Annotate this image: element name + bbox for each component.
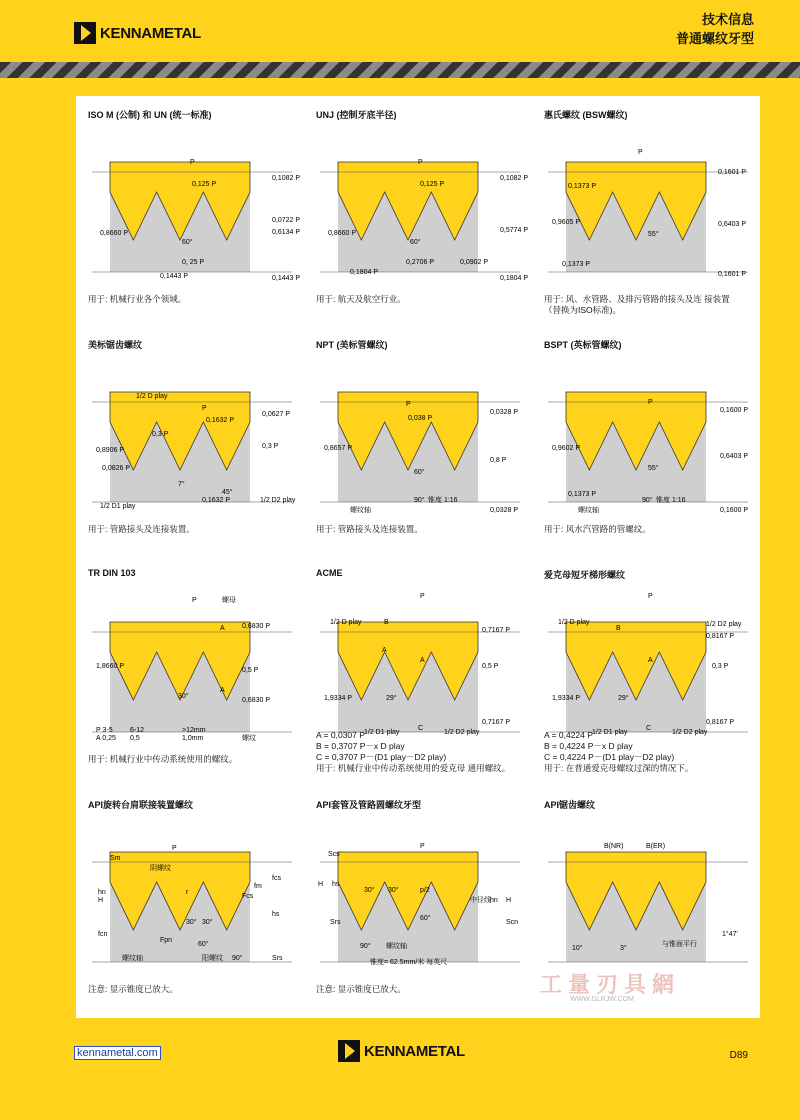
dimension-label: Scn	[506, 919, 519, 926]
dimension-label: 1/2 D play	[330, 619, 362, 626]
dimension-label: 30°	[178, 693, 189, 700]
dimension-label: H	[98, 897, 104, 904]
dimension-label: 0,0627 P	[262, 411, 291, 418]
dimension-label: 0,8167 P	[706, 719, 735, 726]
panel-title: ACME	[316, 568, 343, 578]
dimension-label: P	[648, 593, 653, 600]
dimension-label: 0,5 P	[242, 667, 259, 674]
panel-usage-note: A = 0,4224 P B = 0,4224 P－x D play C = 0,4224 P－(D1 play－D2 play) 用于: 在普通爱克母螺纹过深的情况下。	[544, 730, 694, 773]
dimension-label: 0,8167 P	[706, 633, 735, 640]
dimension-label: 10°	[572, 945, 583, 952]
dimension-label: 30°	[202, 919, 213, 926]
dimension-label: 0,3 P	[712, 663, 729, 670]
dimension-label: 0,2706 P	[406, 259, 435, 266]
dimension-label: hn	[490, 897, 498, 904]
thread-profile-diagram	[310, 582, 528, 750]
dimension-label: 1/2 D2 play	[444, 729, 480, 736]
header-title: 技术信息	[701, 12, 754, 27]
internal-thread-profile	[566, 622, 706, 700]
dimension-label: P	[192, 597, 197, 604]
thread-profile-panel	[538, 332, 756, 556]
dimension-label: 锥度= 62.5mm/米 每英尺	[370, 959, 448, 966]
dimension-label: 0,1632 P	[206, 417, 235, 424]
dimension-label: 30°	[186, 919, 197, 926]
dimension-label: 45°	[222, 489, 233, 496]
thread-profile-diagram	[82, 812, 300, 980]
dimension-label: Srs	[330, 919, 341, 926]
dimension-label: 29°	[386, 695, 397, 702]
thread-profile-panel	[538, 562, 756, 786]
dimension-label: 0,125 P	[420, 181, 445, 188]
dimension-label: 0,1373 P	[562, 261, 591, 268]
thread-profile-diagram	[310, 812, 528, 980]
internal-thread-profile	[338, 162, 478, 240]
internal-thread-profile	[110, 852, 250, 930]
dimension-label: 1,8660 P	[96, 663, 125, 670]
dimension-label: 0,8906 P	[96, 447, 125, 454]
dimension-label: Fcs	[242, 893, 254, 900]
dimension-label: 螺纹轴	[122, 955, 143, 962]
dimension-label: 1/2 D2 play	[260, 497, 296, 504]
dimension-label: P	[172, 845, 177, 852]
panel-title: TR DIN 103	[88, 568, 136, 578]
dimension-label: 60°	[420, 915, 431, 922]
thread-profile-panel	[310, 792, 528, 1016]
dimension-label: 0,1373 P	[568, 183, 597, 190]
dimension-label: C	[418, 725, 424, 732]
dimension-label: hs	[272, 911, 280, 918]
dimension-label: 90°	[232, 955, 243, 962]
thread-profile-diagram	[310, 122, 528, 290]
dimension-label: hs	[332, 881, 340, 888]
dimension-label: H	[506, 897, 512, 904]
dimension-label: B	[384, 619, 389, 626]
panel-usage-note: 用于: 管路接头及连接装置。	[316, 524, 423, 534]
dimension-label: r	[186, 889, 189, 896]
page-number: D89	[729, 1050, 748, 1061]
dimension-label: 0,0826 P	[102, 465, 131, 472]
dimension-label: 0,1600 P	[720, 507, 749, 514]
panel-title: API锯齿螺纹	[544, 800, 596, 810]
brand-wordmark: KENNAMETAL	[100, 24, 201, 42]
dimension-label: 1/2 D2 play	[672, 729, 708, 736]
dimension-label: 90°	[642, 497, 653, 504]
dimension-label: 0,8657 P	[324, 445, 353, 452]
header-subtitle: 普通螺纹牙型	[675, 31, 754, 46]
page-header	[0, 0, 800, 62]
dimension-label: P	[420, 593, 425, 600]
dimension-label: 1/2 D1 play	[100, 503, 136, 510]
dimension-label: 55°	[648, 231, 659, 238]
dimension-label: B(NR)	[604, 843, 624, 850]
footer-logo	[338, 1040, 465, 1062]
dimension-label: H	[318, 881, 324, 888]
dimension-label: 锥度 1:16	[428, 497, 458, 504]
dimension-label: 螺纹轴	[350, 507, 371, 514]
dimension-label: 0,8660 P	[328, 230, 357, 237]
dimension-label: >12mm	[182, 727, 206, 734]
internal-thread-profile	[338, 852, 478, 930]
dimension-label: 0,0328 P	[490, 409, 519, 416]
dimension-label: C	[646, 725, 652, 732]
thread-profile-diagram	[538, 352, 756, 520]
dimension-label: 0,1443 P	[272, 275, 300, 282]
dimension-label: 0,1373 P	[568, 491, 597, 498]
kennametal-logo	[74, 22, 201, 44]
dimension-label: 0,6403 P	[720, 453, 749, 460]
thread-profile-diagram	[538, 122, 756, 290]
dimension-label: 0,0328 P	[490, 507, 519, 514]
dimension-label: A	[382, 647, 387, 654]
panel-usage-note: 用于: 机械行业各个领域。	[88, 294, 187, 304]
thread-profile-panel	[310, 102, 528, 326]
thread-profile-panel	[310, 562, 528, 786]
dimension-label: 60°	[414, 469, 425, 476]
dimension-label: 1/2 D play	[136, 393, 168, 400]
dimension-label: 60°	[410, 239, 421, 246]
panel-title: 美标锯齿螺纹	[88, 340, 143, 350]
dimension-label: 1,0mm	[182, 735, 204, 742]
thread-profile-diagram	[82, 122, 300, 290]
thread-profile-diagram	[82, 352, 300, 520]
panel-usage-note: 用于: 管路接头及连接装置。	[88, 524, 195, 534]
panel-title: API套管及管路圆螺纹牙型	[316, 800, 422, 810]
dimension-label: 29°	[618, 695, 629, 702]
dimension-label: Scs	[328, 851, 340, 858]
dimension-label: P	[638, 149, 643, 156]
dimension-label: 6-12	[130, 727, 145, 734]
panel-title: API旋转台肩联接装置螺纹	[88, 800, 194, 810]
dimension-label: fcs	[272, 875, 281, 882]
panel-title: BSPT (英标管螺纹)	[544, 340, 622, 350]
dimension-label: A	[420, 657, 425, 664]
dimension-label: 阴螺纹	[150, 865, 171, 872]
dimension-label: 0,6134 P	[272, 229, 300, 236]
thread-profile-panel	[82, 102, 300, 326]
dimension-label: 1,9334 P	[324, 695, 353, 702]
panel-usage-note: 用于: 航天及航空行业。	[316, 294, 406, 304]
dimension-label: 0,9602 P	[552, 445, 581, 452]
dimension-label: P	[202, 405, 207, 412]
thread-profile-diagram	[310, 352, 528, 520]
internal-thread-profile	[566, 392, 706, 470]
dimension-label: 1/2 D1 play	[592, 729, 628, 736]
dimension-label: Sm	[110, 855, 121, 862]
dimension-label: 1°47'	[722, 931, 738, 938]
dimension-label: 60°	[182, 239, 193, 246]
dimension-label: 中径线	[470, 897, 491, 904]
panel-usage-note: 用于: 机械行业中传动系统使用的螺纹。	[88, 754, 238, 764]
panel-title: NPT (美标管螺纹)	[316, 340, 388, 350]
dimension-label: 30°	[388, 887, 399, 894]
dimension-label: P	[418, 159, 423, 166]
dimension-label: A	[220, 625, 225, 632]
k-logo-icon	[74, 22, 96, 44]
dimension-label: 1/2 D2 play	[706, 621, 742, 628]
dimension-label: 0,9605 P	[552, 219, 581, 226]
dimension-label: 0,7167 P	[482, 719, 511, 726]
dimension-label: 0,6830 P	[242, 623, 271, 630]
watermark-text: 工量刃具網	[540, 972, 681, 997]
dimension-label: 0,1632 P	[202, 497, 231, 504]
dimension-label: 0,1804 P	[350, 269, 379, 276]
internal-thread-profile	[110, 622, 250, 700]
dimension-label: 0,1804 P	[500, 275, 528, 282]
dimension-label: 0,038 P	[408, 415, 433, 422]
panel-title: ISO M (公制) 和 UN (统一标准)	[88, 110, 212, 120]
dimension-label: 螺纹轴	[578, 507, 599, 514]
dimension-label: 0,6830 P	[242, 697, 271, 704]
dimension-label: 0,125 P	[192, 181, 217, 188]
dimension-label: 1/2 D play	[558, 619, 590, 626]
dimension-label: 0,1600 P	[720, 407, 749, 414]
dimension-label: 0,5	[130, 735, 140, 742]
header-title-block	[676, 10, 754, 48]
dimension-label: Fpn	[160, 937, 173, 944]
dimension-label: 0,7167 P	[482, 627, 511, 634]
internal-thread-profile	[110, 392, 250, 470]
dimension-label: P	[648, 399, 653, 406]
dimension-label: 与锥面平行	[662, 941, 697, 948]
dimension-label: 55°	[648, 465, 659, 472]
dimension-label: p/2	[420, 887, 430, 894]
panel-usage-note: A = 0,0307 P B = 0,3707 P－x D play C = 0,3707 P－(D1 play－D2 play) 用于: 机械行业中传动系统使用的爱克母 通用螺纹。	[316, 730, 511, 773]
dimension-label: 0,6403 P	[718, 221, 747, 228]
dimension-label: A	[648, 657, 653, 664]
dimension-label: A 0,25	[96, 735, 116, 742]
internal-thread-profile	[566, 162, 706, 240]
dimension-label: 0,5774 P	[500, 227, 528, 234]
dimension-label: 阳螺纹	[202, 955, 223, 962]
dimension-label: 0,8660 P	[100, 230, 129, 237]
panel-usage-note: 用于: 风、水管路、及排污管路的接头及连 接装置 （替换为ISO标准)。	[544, 294, 730, 315]
dimension-label: 90°	[414, 497, 425, 504]
header-stripe	[0, 62, 800, 78]
dimension-label: 0,3 P	[262, 443, 279, 450]
dimension-label: fm	[254, 883, 262, 890]
dimension-label: 0,1601 P	[718, 169, 747, 176]
dimension-label: A	[220, 687, 225, 694]
watermark-url: WWW.GLRJW.COM	[570, 996, 634, 1003]
internal-thread-profile	[110, 162, 250, 240]
dimension-label: 螺纹	[242, 735, 256, 742]
dimension-label: 0,3 P	[152, 431, 169, 438]
internal-thread-profile	[566, 852, 706, 930]
thread-profile-panel	[538, 102, 756, 326]
internal-thread-profile	[338, 622, 478, 700]
panel-title: 惠氏螺纹 (BSW螺纹)	[544, 110, 628, 120]
dimension-label: 0,0902 P	[460, 259, 489, 266]
thread-profile-panel	[82, 562, 300, 786]
panel-title: UNJ (控制牙底半径)	[316, 110, 397, 120]
footer-website-link[interactable]: kennametal.com	[74, 1046, 161, 1060]
thread-profile-panel	[82, 792, 300, 1016]
k-logo-icon	[338, 1040, 360, 1062]
dimension-label: 螺纹轴	[386, 943, 407, 950]
panel-usage-note: 用于: 风水汽管路的管螺纹。	[544, 524, 651, 534]
thread-profile-panel	[82, 332, 300, 556]
dimension-label: P	[420, 843, 425, 850]
dimension-label: B(ER)	[646, 843, 666, 850]
dimension-label: 0, 25 P	[182, 259, 205, 266]
dimension-label: 0,8 P	[490, 457, 507, 464]
dimension-label: 0,5 P	[482, 663, 499, 670]
dimension-label: 30°	[364, 887, 375, 894]
content-area	[76, 96, 760, 1018]
dimension-label: 60°	[198, 941, 209, 948]
dimension-label: fcn	[98, 931, 108, 938]
dimension-label: 0,0722 P	[272, 217, 300, 224]
footer-brand-wordmark: KENNAMETAL	[364, 1042, 465, 1060]
dimension-label: 0,1601 P	[718, 271, 747, 278]
panel-title: 爱克母短牙梯形螺纹	[544, 570, 626, 580]
thread-profile-diagram	[82, 582, 300, 750]
dimension-label: 1/2 D1 play	[364, 729, 400, 736]
panel-usage-note: 注意: 显示锥度已放大。	[88, 984, 178, 994]
dimension-label: P	[190, 159, 195, 166]
dimension-label: hn	[98, 889, 106, 896]
dimension-label: 90°	[360, 943, 371, 950]
dimension-label: 3°	[620, 945, 627, 952]
thread-profile-diagram	[538, 812, 756, 980]
dimension-label: 0,1443 P	[160, 273, 189, 280]
dimension-label: 0,1082 P	[272, 175, 300, 182]
dimension-label: 7°	[178, 481, 185, 488]
dimension-label: 锥度 1:16	[656, 497, 686, 504]
panel-usage-note: 注意: 显示锥度已放大。	[316, 984, 406, 994]
dimension-label: P	[406, 401, 411, 408]
dimension-label: 1,9334 P	[552, 695, 581, 702]
dimension-label: 0,1082 P	[500, 175, 528, 182]
thread-profile-panel	[310, 332, 528, 556]
thread-profile-diagram	[538, 582, 756, 750]
dimension-label: P 3-5	[96, 727, 113, 734]
dimension-label: Srs	[272, 955, 283, 962]
dimension-label: 螺母	[222, 597, 236, 604]
dimension-label: B	[616, 625, 621, 632]
